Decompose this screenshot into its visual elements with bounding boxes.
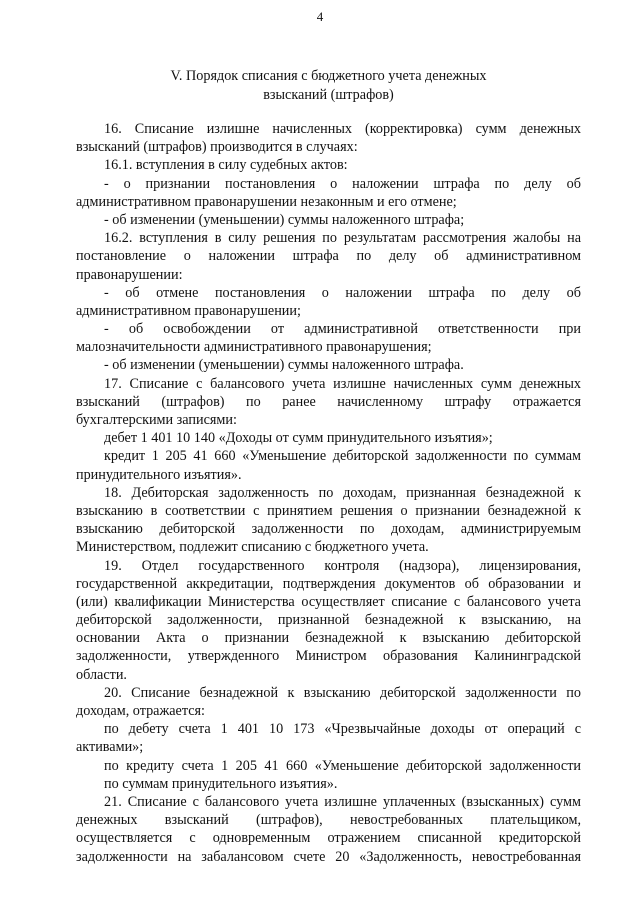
text-line: по суммам принудительного изъятия». (104, 775, 338, 792)
text-line: 20. Списание безнадежной к взысканию дебиторской задолженности по (104, 684, 581, 701)
text-line: 18. Дебиторская задолженность по доходам, признанная безнадежной к (104, 484, 581, 501)
text-line: - об освобождении от административной ответственности при (104, 321, 581, 338)
text-line: административном правонарушении; (76, 302, 301, 319)
text-line: 21. Списание с балансового учета излишне уплаченных (взысканных) сумм (104, 793, 581, 810)
text-line: кредит 1 205 41 660 «Уменьшение дебиторской задолженности по суммам (104, 448, 581, 465)
text-line: Министерством, подлежит списанию с бюджетного учета. (76, 539, 429, 556)
text-line: административном правонарушении незаконным и его отмене; (76, 193, 457, 210)
text-line: осуществляется с одновременным отражением списанной кредиторской (76, 830, 581, 847)
text-line: 16.1. вступления в силу судебных актов: (104, 157, 348, 174)
text-line: малозначительности административного правонарушения; (76, 339, 432, 356)
page-number: 4 (316, 9, 324, 24)
text-line: по кредиту счета 1 205 41 660 «Уменьшение дебиторской задолженности (104, 757, 581, 774)
section-heading (76, 67, 581, 105)
text-line: задолженности на забалансовом счете 20 «Задолженность, невостребованная (76, 848, 581, 865)
heading-line: V. Порядок списания с бюджетного учета денежных (170, 68, 487, 84)
text-line: дебиторской задолженности, признанной безнадежной к взысканию, на (76, 612, 581, 629)
text-line: активами»; (76, 739, 144, 756)
text-line: денежных взысканий (штрафов), невостребованных плательщиком, (76, 812, 581, 829)
text-line: доходам, отражается: (76, 703, 205, 719)
text-line: бухгалтерскими записями: (76, 412, 237, 428)
text-line: задолженности, утвержденного Министром образования Калининградской (76, 648, 581, 665)
text-line: взысканий (штрафов) по ранее начисленному штрафу отражается (76, 393, 581, 410)
text-line: - об отмене постановления о наложении штрафа по делу об (104, 284, 581, 301)
text-line: дебет 1 401 10 140 «Доходы от сумм принудительного изъятия»; (104, 430, 493, 447)
text-line: - об изменении (уменьшении) суммы наложенного штрафа; (104, 211, 465, 228)
text-line: правонарушении: (76, 266, 183, 283)
text-line: 16. Списание излишне начисленных (корректировка) сумм денежных (104, 121, 581, 137)
text-line: - о признании постановления о наложении штрафа по делу об (104, 175, 581, 192)
text-line: 16.2. вступления в силу решения по результатам рассмотрения жалобы на (104, 230, 581, 247)
text-line: основании Акта о признании безнадежной к взысканию дебиторской (76, 630, 581, 647)
text-line: 19. Отдел государственного контроля (надзора), лицензирования, (104, 557, 581, 574)
text-line: государственной аккредитации, подтверждения документов об образовании и (76, 575, 581, 592)
heading-line: взысканий (штрафов) (263, 87, 394, 103)
text-line: области. (76, 666, 127, 683)
text-line: принудительного изъятия». (76, 466, 242, 483)
text-line: постановление о наложении штрафа по делу об административном (76, 248, 581, 265)
text-line: взысканий (штрафов) производится в случаях: (76, 139, 358, 156)
text-line: по дебету счета 1 401 10 173 «Чрезвычайные доходы от операций с (104, 721, 581, 738)
document-body (76, 120, 581, 866)
text-line: взысканию дебиторской задолженности по доходам, администрируемым (76, 521, 581, 538)
text-line: (или) квалификации Министерства осуществляет списание с балансового учета (76, 593, 581, 610)
text-line: - об изменении (уменьшении) суммы наложенного штрафа. (104, 357, 464, 374)
text-line: 17. Списание с балансового учета излишне начисленных сумм денежных (104, 375, 581, 392)
text-line: взысканию в соответствии с принятием решения о признании безнадежной к (76, 502, 581, 519)
